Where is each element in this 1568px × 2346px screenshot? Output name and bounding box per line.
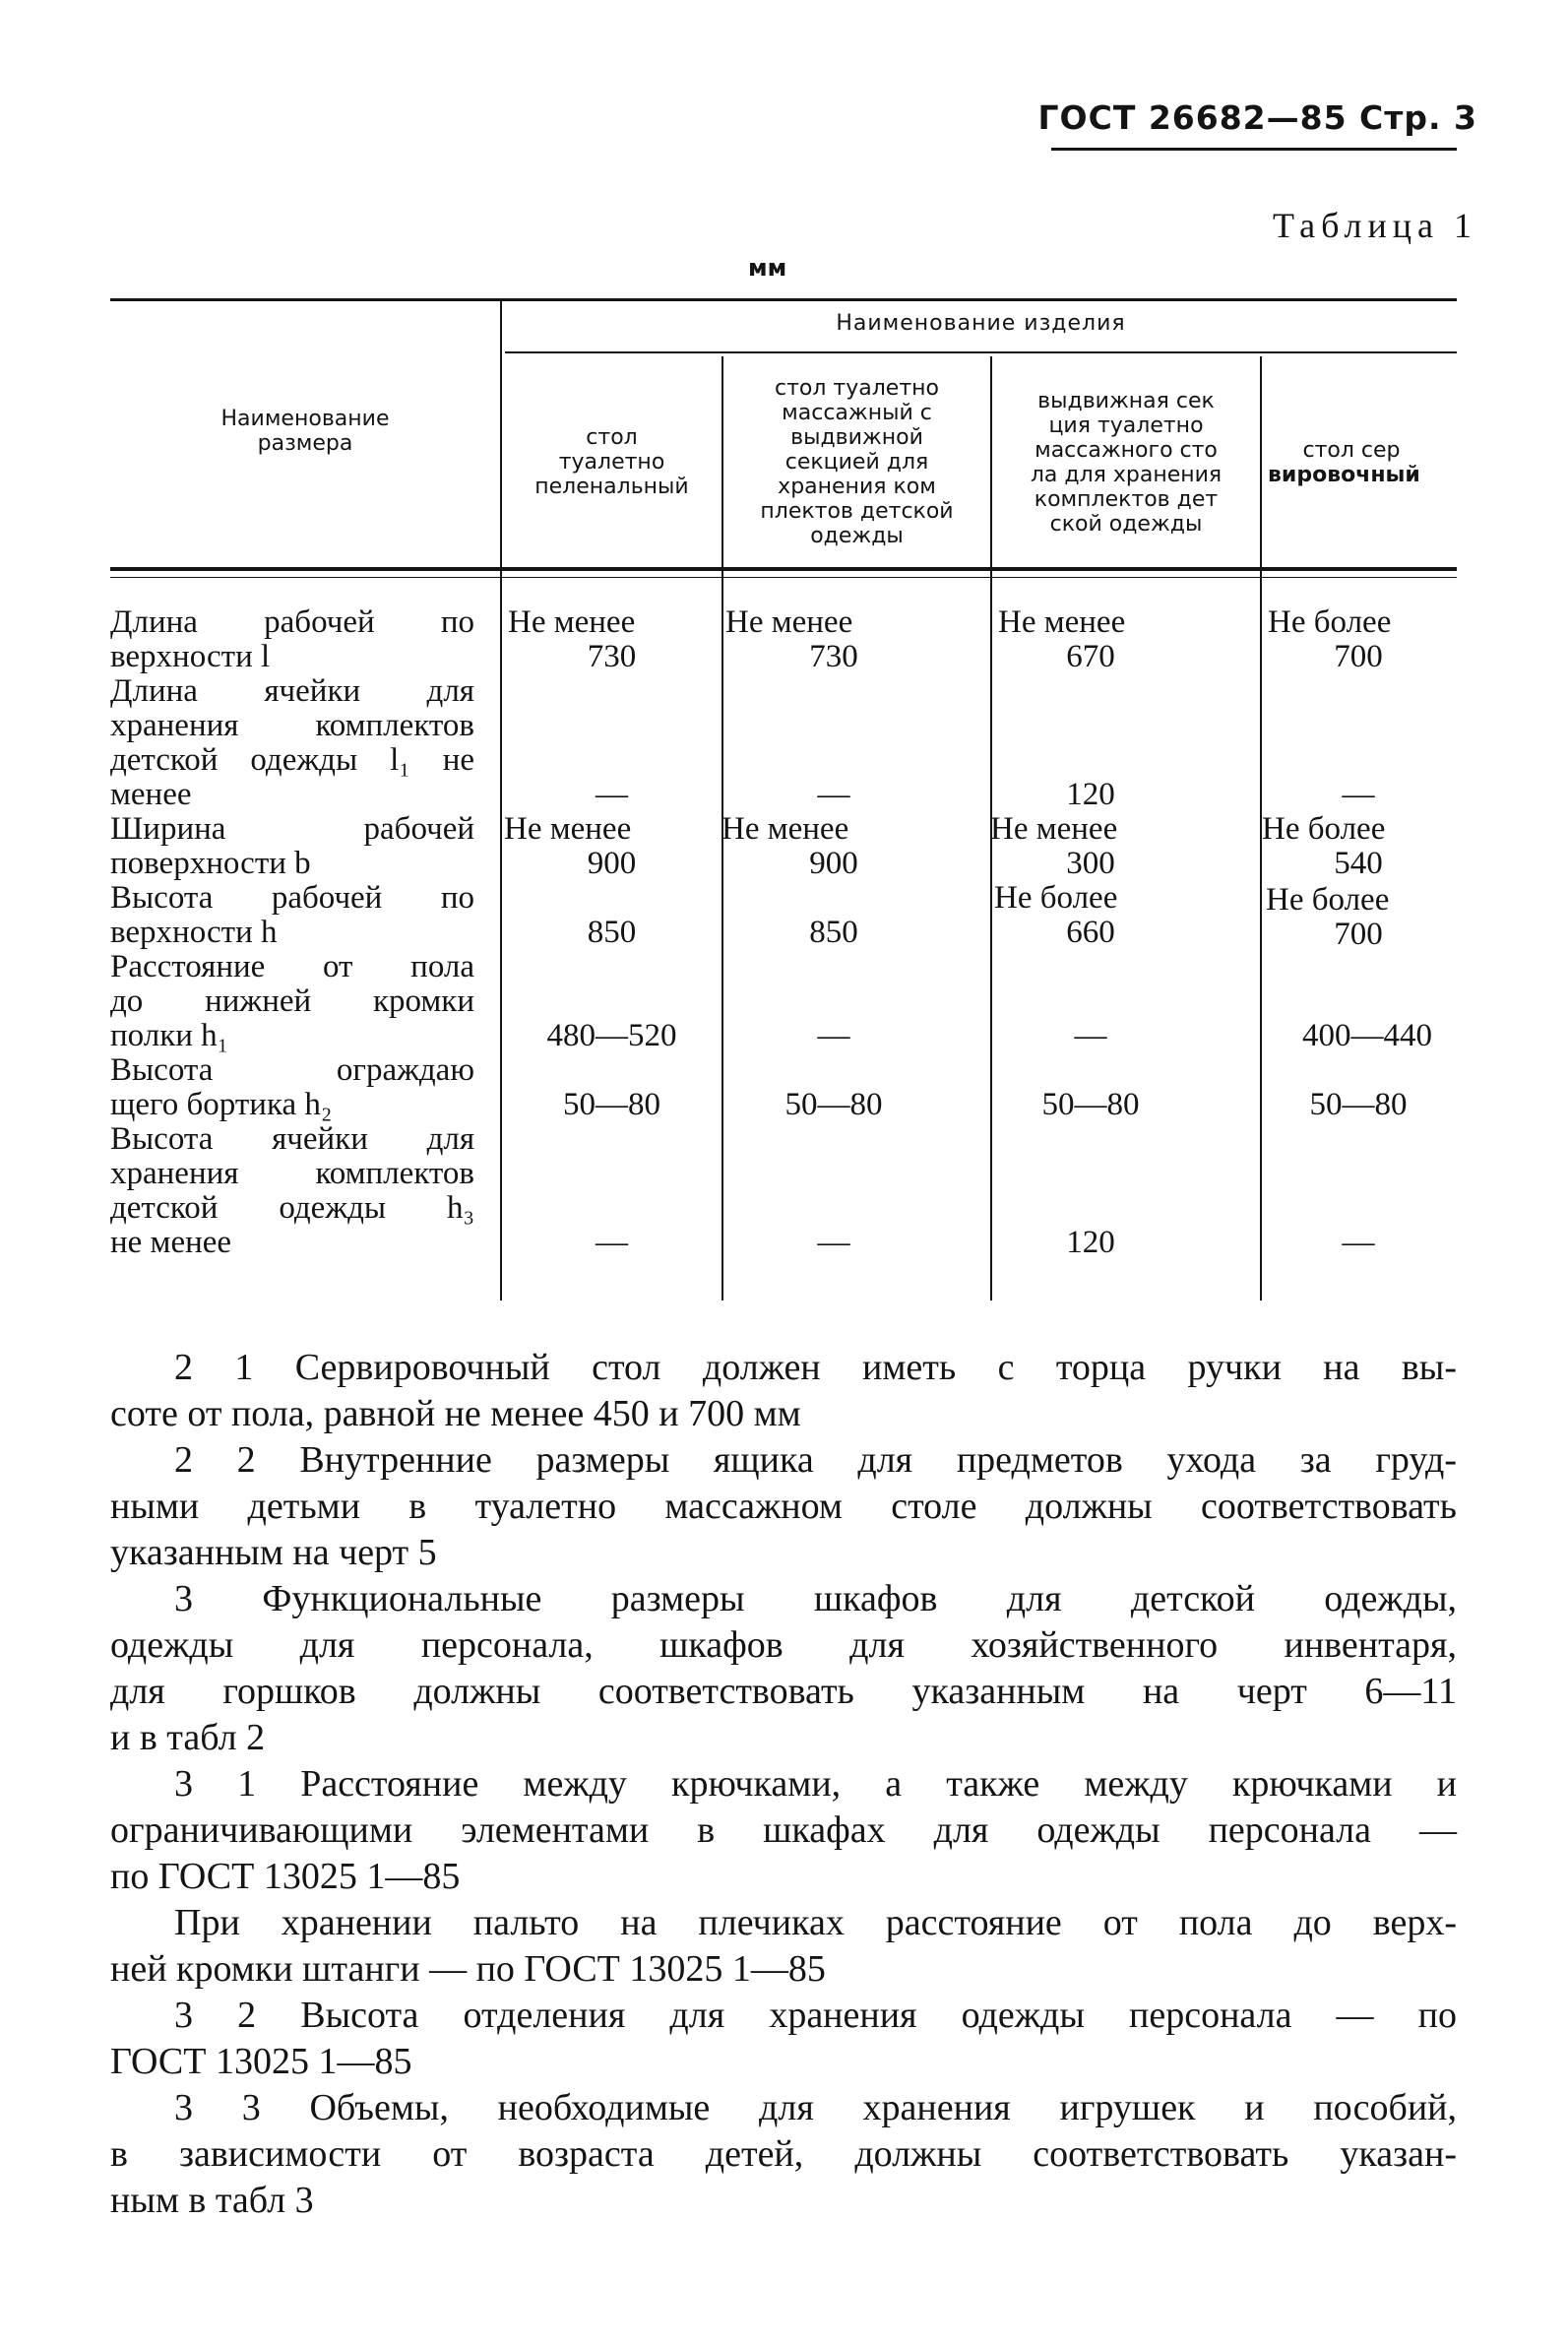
header-text-line: вировочный bbox=[1268, 463, 1420, 487]
table-header-bottom-rule-2 bbox=[110, 577, 1457, 578]
header-size-name bbox=[110, 407, 500, 456]
body-paragraph bbox=[110, 2085, 1457, 2224]
header-text-line: массажный с bbox=[782, 401, 932, 425]
header-text-line: размера bbox=[257, 431, 353, 456]
body-paragraph bbox=[110, 1576, 1457, 1761]
table-cell: 900 bbox=[809, 846, 858, 881]
table-cell: 120 bbox=[1066, 1225, 1115, 1260]
row-label bbox=[110, 881, 474, 950]
body-paragraph bbox=[110, 1437, 1457, 1576]
row-label-line: Ширина рабочей bbox=[110, 811, 474, 847]
header-text-line: ция туалетно bbox=[1048, 413, 1204, 438]
row-label-line: Высота рабочей по bbox=[110, 880, 474, 916]
row-label bbox=[110, 1053, 474, 1122]
header-text-line: пеленальный bbox=[534, 475, 689, 499]
table-cell: — bbox=[1074, 1018, 1107, 1053]
col-header-1 bbox=[502, 425, 721, 499]
header-text-line: одежды bbox=[810, 524, 904, 548]
table-cell: 400—440 bbox=[1302, 1018, 1432, 1053]
paragraph-line: 3 2 Высота отделения для хранения одежды персонала — по bbox=[174, 1995, 1457, 2036]
table-cell: — bbox=[1342, 777, 1375, 812]
paragraph-line: для горшков должны соответствовать указанным на черт 6—11 bbox=[110, 1671, 1457, 1712]
row-label bbox=[110, 1122, 474, 1260]
row-label bbox=[110, 812, 474, 881]
row-label-line: детской одежды l₁ не bbox=[110, 742, 474, 778]
table-cell: — bbox=[817, 1225, 850, 1260]
paragraph-line: в зависимости от возраста детей, должны соответствовать указан- bbox=[110, 2133, 1457, 2175]
paragraph-line: 2 2 Внутренние размеры ящика для предметов ухода за груд- bbox=[174, 1439, 1457, 1481]
body-paragraph bbox=[110, 1345, 1457, 1437]
header-text-line: плектов детской bbox=[760, 499, 954, 524]
table-header-bottom-rule bbox=[110, 567, 1457, 571]
header-text-line: туалетно bbox=[558, 450, 665, 475]
row-label-line: верхности h bbox=[110, 915, 278, 950]
col-header-3 bbox=[992, 389, 1260, 537]
paragraph-line: ным в табл 3 bbox=[110, 2180, 314, 2221]
table-top-rule bbox=[110, 298, 1457, 301]
header-text-line: выдвижная сек bbox=[1037, 389, 1215, 413]
table-cell: Не менее bbox=[998, 604, 1126, 640]
table-cell: — bbox=[1342, 1225, 1375, 1260]
table-cell: 120 bbox=[1066, 777, 1115, 812]
table-cell: 660 bbox=[1066, 915, 1115, 950]
row-label-line: Расстояние от пола bbox=[110, 949, 474, 984]
header-product-name-group: Наименование изделия bbox=[836, 311, 1126, 336]
table-cell: Не более bbox=[1262, 811, 1386, 847]
row-label-line: не менее bbox=[110, 1225, 232, 1260]
table-cell: — bbox=[596, 777, 628, 812]
table-cell: Не менее bbox=[504, 811, 632, 847]
row-label bbox=[110, 950, 474, 1053]
paragraph-line: ней кромки штанги — по ГОСТ 13025 1—85 bbox=[110, 1948, 826, 1990]
table-cell: 50—80 bbox=[784, 1087, 883, 1122]
row-label-line: щего бортика h₂ bbox=[110, 1087, 333, 1122]
paragraph-line: ными детьми в туалетно массажном столе должны соответствовать bbox=[110, 1486, 1457, 1527]
table-cell: Не более bbox=[994, 880, 1118, 916]
body-paragraph bbox=[110, 1993, 1457, 2085]
table-cell: 50—80 bbox=[1041, 1087, 1140, 1122]
paragraph-line: 3 3 Объемы, необходимые для хранения игрушек и пособий, bbox=[174, 2087, 1457, 2128]
table-cell: 900 bbox=[587, 846, 637, 881]
paragraph-line: ГОСТ 13025 1—85 bbox=[110, 2041, 412, 2082]
paragraph-line: 3 1 Расстояние между крючками, а также между крючками и bbox=[174, 1763, 1457, 1805]
table-cell: 300 bbox=[1066, 846, 1115, 881]
paragraph-line: При хранении пальто на плечиках расстояние от пола до верх- bbox=[174, 1902, 1457, 1943]
header-text-line: комплектов дет bbox=[1034, 487, 1219, 512]
table-cell: Не менее bbox=[990, 811, 1118, 847]
row-label-line: менее bbox=[110, 777, 192, 812]
table-cell: — bbox=[817, 777, 850, 812]
table-unit: мм bbox=[748, 254, 787, 282]
table-cell: 480—520 bbox=[546, 1018, 677, 1053]
row-label-line: Высота ячейки для bbox=[110, 1121, 474, 1157]
table-cell: 700 bbox=[1334, 639, 1383, 674]
body-paragraph bbox=[110, 1900, 1457, 1993]
paragraph-line: по ГОСТ 13025 1—85 bbox=[110, 1856, 461, 1897]
header-rule bbox=[1051, 148, 1457, 151]
table-cell: Не более bbox=[1268, 604, 1392, 640]
row-label-line: Длина ячейки для bbox=[110, 673, 474, 709]
table-cell: 730 bbox=[809, 639, 858, 674]
paragraph-line: соте от пола, равной не менее 450 и 700 мм bbox=[110, 1393, 801, 1434]
header-text-line: Наименование bbox=[220, 407, 390, 431]
header-text-line: стол bbox=[586, 425, 638, 450]
paragraph-line: 2 1 Сервировочный стол должен иметь с торца ручки на вы- bbox=[174, 1347, 1457, 1388]
row-label-line: до нижней кромки bbox=[110, 983, 474, 1019]
paragraph-line: указанным на черт 5 bbox=[110, 1532, 437, 1573]
page-header-text: ГОСТ 26682—85 Стр. 3 bbox=[1037, 98, 1477, 137]
table-cell: Не более bbox=[1266, 882, 1390, 918]
paragraph-line: 3 Функциональные размеры шкафов для детской одежды, bbox=[174, 1578, 1457, 1619]
row-label-line: детской одежды h₃ bbox=[110, 1190, 474, 1226]
header-text-line: стол туалетно bbox=[775, 376, 939, 401]
row-label bbox=[110, 605, 474, 674]
header-text-line: стол сер bbox=[1302, 438, 1401, 463]
table-cell: 700 bbox=[1334, 917, 1383, 952]
header-text-line: ла для хранения bbox=[1030, 463, 1223, 487]
row-label bbox=[110, 674, 474, 812]
table-cell: 50—80 bbox=[563, 1087, 660, 1122]
table-cell: 730 bbox=[587, 639, 637, 674]
row-label-line: полки h₁ bbox=[110, 1018, 229, 1053]
header-text-line: ской одежды bbox=[1049, 512, 1203, 537]
table-cell: Не менее bbox=[508, 604, 636, 640]
header-text-line: хранения ком bbox=[778, 475, 936, 499]
table-cell: 850 bbox=[587, 915, 637, 950]
row-label-line: верхности l bbox=[110, 639, 271, 674]
row-label-line: хранения комплектов bbox=[110, 708, 474, 743]
body-paragraph bbox=[110, 1761, 1457, 1900]
row-label-line: хранения комплектов bbox=[110, 1156, 474, 1191]
paragraph-line: одежды для персонала, шкафов для хозяйственного инвентаря, bbox=[110, 1624, 1457, 1666]
table-cell: Не менее bbox=[725, 604, 853, 640]
col-header-2 bbox=[723, 376, 990, 548]
header-text-line: выдвижной bbox=[790, 425, 923, 450]
table-cell: 50—80 bbox=[1309, 1087, 1408, 1122]
header-text-line: секцией для bbox=[784, 450, 929, 475]
paragraph-line: ограничивающими элементами в шкафах для одежды персонала — bbox=[110, 1809, 1457, 1851]
row-label-line: Высота ограждаю bbox=[110, 1052, 474, 1088]
table-cell: 670 bbox=[1066, 639, 1115, 674]
table-cell: — bbox=[596, 1225, 628, 1260]
table-cell: 850 bbox=[809, 915, 858, 950]
row-label-line: поверхности b bbox=[110, 846, 311, 881]
table-cell: — bbox=[817, 1018, 850, 1053]
col-header-4 bbox=[1262, 438, 1463, 487]
table-cell: 540 bbox=[1334, 846, 1383, 881]
row-label-line: Длина рабочей по bbox=[110, 604, 474, 640]
group-header-rule bbox=[505, 351, 1457, 353]
table-cell: Не менее bbox=[721, 811, 849, 847]
table-caption: Таблица 1 bbox=[1273, 206, 1477, 245]
paragraph-line: и в табл 2 bbox=[110, 1717, 266, 1758]
header-text-line: массажного сто bbox=[1035, 438, 1218, 463]
